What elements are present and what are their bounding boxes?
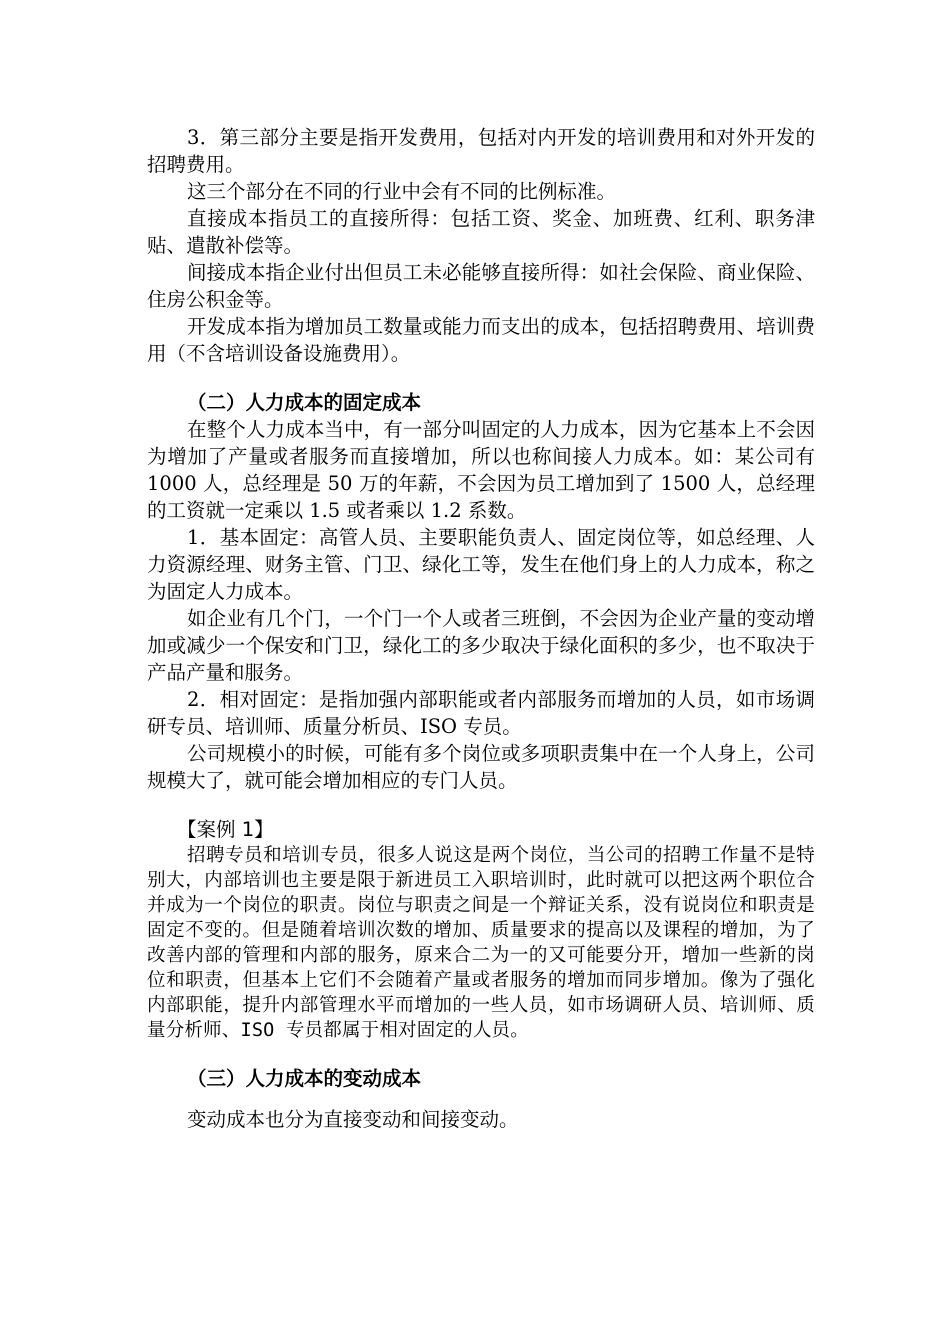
spacer xyxy=(147,794,815,816)
paragraph-fixed-cost-overview: 在整个人力成本当中，有一部分叫固定的人力成本，因为它基本上不会因为增加了产量或者服务而直接增加，所以也称间接人力成本。如：某公司有 1000 人，总经理是 50 万的年薪，不会因为员工增加到了 1500 人，总经理的工资就一定乘以 1.5 或者乘以 1.2 系数。 xyxy=(147,418,815,522)
spacer xyxy=(147,1092,815,1106)
paragraph-relative-fixed: 2．相对固定：是指加强内部职能或者内部服务而增加的人员，如市场调研专员、培训师、质量分析员、ISO 专员。 xyxy=(147,688,815,738)
case-body: 招聘专员和培训专员，很多人说这是两个岗位，当公司的招聘工作量不是特别大，内部培训也主要是限于新进员工入职培训时，此时就可以把这两个职位合并成为一个岗位的职责。岗位与职责之间是一个辩证关系，没有说岗位和职责是固定不变的。但是随着培训次数的增加、质量要求的提高以及课程的增加，为了改善内部的管理和内部的服务，原来合二为一的又可能要分开，增加一些新的岗位和职责，但基本上它们不会随着产量或者服务的增加而同步增加。像为了强化内部职能，提升内部管理水平而增加的一些人员，如市场调研人员、培训师、质量分析师、ISO 专员都属于相对固定的人员。 xyxy=(147,845,815,1041)
case-label: 【案例 1】 xyxy=(177,818,274,841)
spacer xyxy=(147,367,815,389)
document-page xyxy=(147,124,815,1133)
paragraph-indirect-cost: 间接成本指企业付出但员工未必能够直接所得：如社会保险、商业保险、住房公积金等。 xyxy=(147,261,815,311)
paragraph-variable-cost: 变动成本也分为直接变动和间接变动。 xyxy=(187,1108,519,1131)
paragraph-direct-cost: 直接成本指员工的直接所得：包括工资、奖金、加班费、红利、职务津贴、遣散补偿等。 xyxy=(147,207,815,257)
paragraph-development-costs: 3．第三部分主要是指开发费用，包括对内开发的培训费用和对外开发的招聘费用。 xyxy=(147,126,815,176)
paragraph-development-cost-definition: 开发成本指为增加员工数量或能力而支出的成本，包括招聘费用、培训费用（不含培训设备设施费用）。 xyxy=(147,315,815,365)
paragraph-gatekeeper-example: 如企业有几个门，一个门一个人或者三班倒，不会因为企业产量的变动增加或减少一个保安和门卫，绿化工的多少取决于绿化面积的多少，也不取决于产品产量和服务。 xyxy=(147,607,815,684)
paragraph-company-scale: 公司规模小的时候，可能有多个岗位或多项职责集中在一个人身上，公司规模大了，就可能会增加相应的专门人员。 xyxy=(147,742,815,792)
spacer xyxy=(147,1043,815,1065)
paragraph-basic-fixed: 1．基本固定：高管人员、主要职能负责人、固定岗位等，如总经理、人力资源经理、财务主管、门卫、绿化工等，发生在他们身上的人力成本，称之为固定人力成本。 xyxy=(147,526,815,603)
section-heading-fixed-cost: （二）人力成本的固定成本 xyxy=(187,391,422,414)
section-heading-variable-cost: （三）人力成本的变动成本 xyxy=(187,1067,422,1090)
paragraph-industry-ratio: 这三个部分在不同的行业中会有不同的比例标准。 xyxy=(187,180,617,203)
